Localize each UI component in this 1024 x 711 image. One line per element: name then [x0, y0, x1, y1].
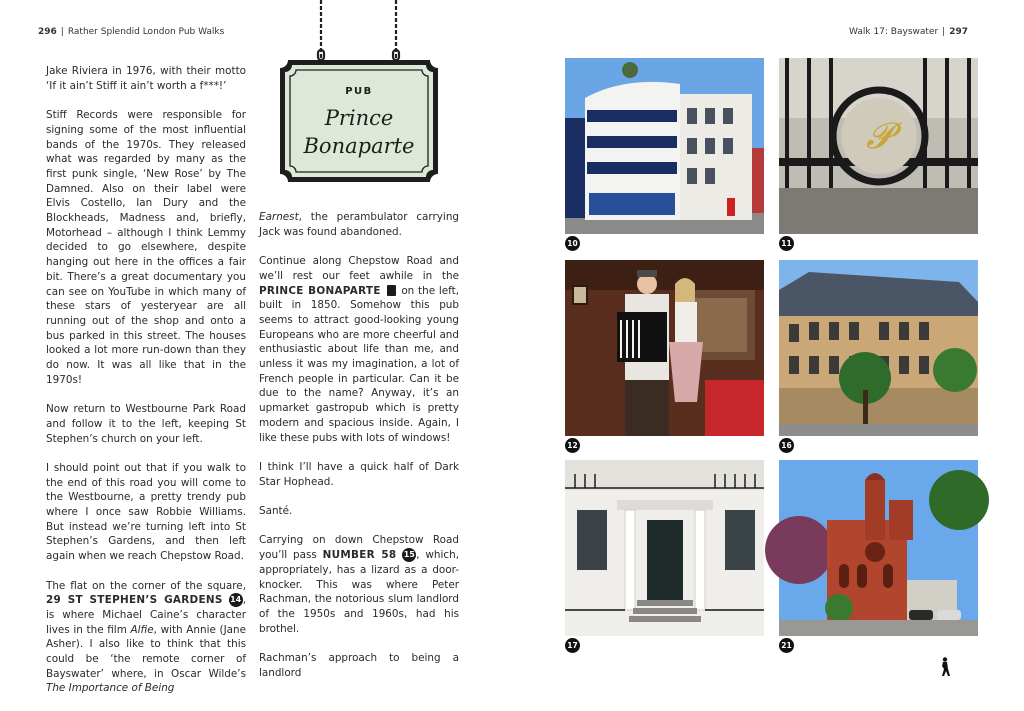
map-marker-badge: 14	[229, 593, 243, 607]
walking-man-icon	[939, 657, 951, 677]
text-column-middle	[259, 210, 459, 695]
play-title-cont: Earnest	[259, 211, 299, 223]
photo-number-badge: 21	[779, 638, 794, 653]
paragraph: Jake Riviera in 1976, with their motto ‘If it ain’t Stiff it ain’t worth a f***!’	[46, 65, 246, 92]
pub-name: PRINCE BONAPARTE	[259, 284, 381, 297]
play-title: The Importance of Being	[46, 682, 175, 695]
running-header-right: Walk 17: Bayswater | 297	[849, 27, 968, 37]
place-name: 29 ST STEPHEN’S GARDENS	[46, 594, 223, 607]
map-marker-badge: 15	[402, 548, 416, 562]
paragraph: I should point out that if you walk to the end of this road you will come to the Westbourne, a pretty trendy pub where I once saw Robbie Williams. But instead we’re turning left into St Stephen’s Gardens, and then left again when we reach Chepstow Road.	[46, 461, 246, 563]
svg-text:𝓟: 𝓟	[866, 116, 892, 157]
sign-name-line1: Prince	[324, 106, 394, 130]
book-title: Rather Splendid London Pub Walks	[67, 27, 225, 37]
page-number-left: 296	[38, 27, 57, 37]
paragraph: I think I’ll have a quick half of Dark Star Hophead.	[259, 460, 459, 488]
sign-label: PUB	[345, 86, 373, 97]
paragraph: Now return to Westbourne Park Road and follow it to the left, keeping St Stephen’s church on your left.	[46, 403, 246, 445]
photo-number-badge: 11	[779, 236, 794, 251]
paragraph: Stiff Records were responsible for signing some of the most influential bands of the 1970s. They released what was regarded by many as the first punk single, ‘New Rose’ by The Damned. Also on their label were Elvis Costello, Ian Dury and the Blockheads, Madness and, briefly, Motorhead – although I think Lemmy decided to go elsewhere, despite hanging out here in the offices a fair bit. There’s a great documentary you can see on YouTube in which many of these stars of yesteryear are all running out of the shop and onto a bus parked in this street. The houses looked a lot more run-down than they do now. It was all like that in the 1970s!	[46, 109, 246, 386]
photo-art-deco-building	[565, 58, 764, 248]
photo-stone-building	[779, 260, 978, 450]
photo-pub-interior	[565, 260, 764, 450]
paragraph: Continue along Chepstow Road and we’ll rest our feet awhile in the PRINCE BONAPARTE on the left, built in 1850. Somehow this pub seems to attract good-looking young Europeans who are more cheerful and enthusiastic about life than me, and unless it was my imagination, a lot of French people in particular. Can it be due to the name? Anyway, it’s an upmarket gastropub which is pretty modern and spacious inside. Again, I like these pubs with lots of windows!	[259, 255, 460, 444]
paragraph: Rachman’s approach to being a landlord	[259, 652, 459, 679]
photo-number-badge: 17	[565, 638, 580, 653]
photo-iron-gate	[779, 58, 978, 248]
text-column-left	[46, 64, 246, 711]
paragraph: Santé.	[259, 505, 293, 518]
walk-title: Walk 17: Bayswater	[849, 27, 939, 37]
pint-glass-icon	[387, 285, 396, 296]
paragraph: Carrying on down Chepstow Road you’ll pass NUMBER 58 15, which, appropriately, has a lizard as a door-knocker. This was where Peter Rachman, the notorious slum landlord of the 1950s and 1960s, had his brothel.	[259, 534, 460, 635]
pub-sign-illustration	[274, 0, 444, 188]
running-header-left: 296 | Rather Splendid London Pub Walks	[38, 27, 225, 37]
paragraph: Earnest, the perambulator carrying Jack was found abandoned.	[259, 211, 459, 238]
film-title: Alfie	[130, 623, 154, 636]
photo-stucco-house	[565, 460, 764, 650]
page-number-right: 297	[949, 27, 968, 37]
place-name: NUMBER 58	[322, 549, 397, 562]
sign-name-line2: Bonaparte	[303, 134, 415, 158]
photo-number-badge: 16	[779, 438, 794, 453]
paragraph: The flat on the corner of the square, 29 ST STEPHEN’S GARDENS 14, is where Michael Caine’s character lives in the film Alfie, with Annie (Jane Asher). I also like to think that this could be ‘the remote corner of Bayswater’ where, in Oscar Wilde’s The Importance of Being	[46, 579, 246, 695]
photo-number-badge: 10	[565, 236, 580, 251]
photo-number-badge: 12	[565, 438, 580, 453]
photo-red-brick-church	[779, 460, 978, 650]
